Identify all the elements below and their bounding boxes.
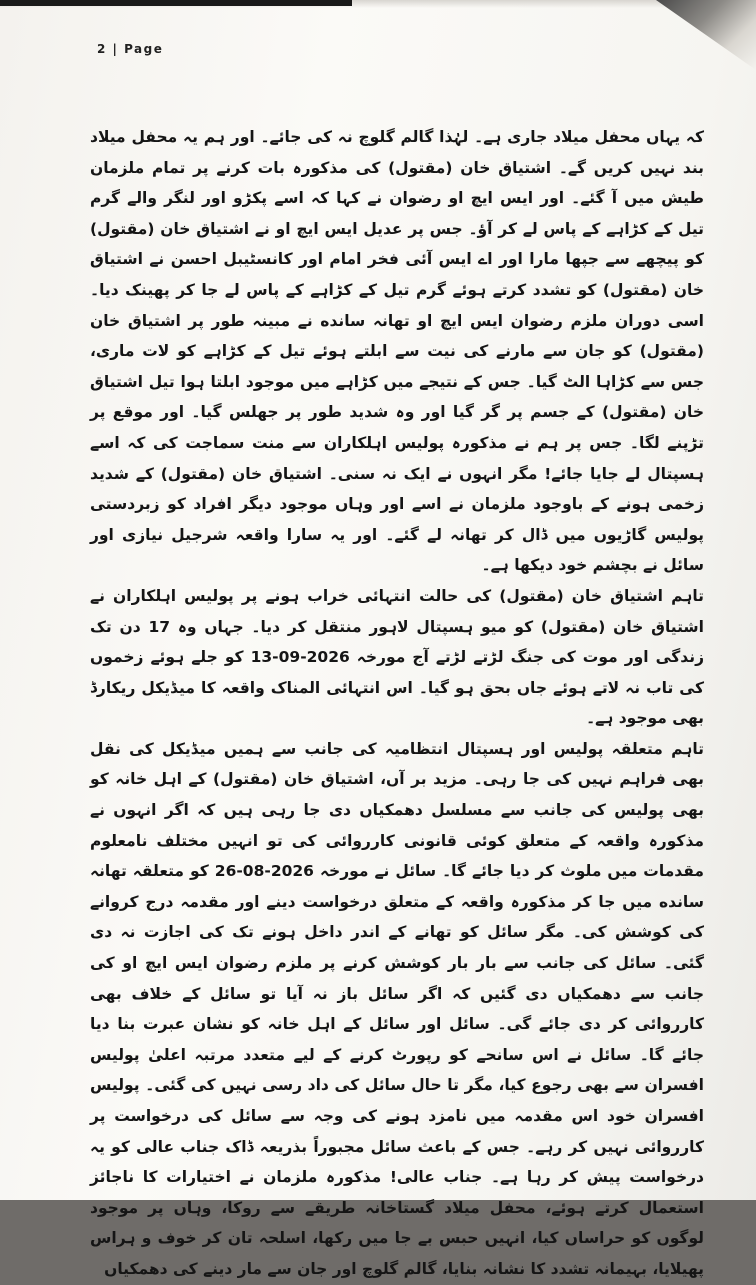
paragraph-3: تاہم متعلقہ پولیس اور ہسپتال انتظامیہ کی جانب سے ہمیں میڈیکل کی نقل بھی فراہم نہیں کی جا رہی۔ مزید بر آں، اشتیاق خان (مقتول) کے اہل خانہ کو بھی پولیس کی جانب سے مسلسل دھمکیاں دی جا رہی ہیں کہ اگر انہوں نے مذکورہ واقعہ کے متعلق کوئی قانونی کارروائی کی تو انہیں مختلف نامعلوم مقدمات میں ملوث کر دیا جائے گا۔ سائل نے مورخہ 2026-08-26 کو متعلقہ تھانہ سانده میں جا کر مذکورہ واقعہ کے متعلق درخواست دینے اور مقدمہ درج کروانے کی کوشش کی۔ مگر سائل کو تھانے کے اندر داخل ہونے تک کی اجازت نہ دی گئی۔ سائل کی جانب سے بار بار کوشش کرنے پر ملزم رضوان ایس ایچ او کی جانب سے دھمکیاں دی گئیں کہ اگر سائل باز نہ آیا تو سائل کے خلاف بھی کارروائی کر دی جائے گی۔ سائل اور سائل کے اہل خانہ کو نشان عبرت بنا دیا جائے گا۔ سائل نے اس سانحے کو رپورٹ کرنے کے لیے متعدد مرتبہ اعلیٰ پولیس افسران سے بھی رجوع کیا، مگر تا حال سائل کی داد رسی نہیں کی گئی۔ پولیس افسران خود اس مقدمہ میں نامزد ہونے کی وجہ سے سائل کی درخواست پر کارروائی نہیں کر رہے۔ جس کے باعث سائل مجبوراً بذریعہ ڈاک جناب عالی کو یہ درخواست پیش کر رہا ہے۔ جناب عالی! مذکورہ ملزمان نے اختیارات کا ناجائز استعمال کرتے ہوئے، محفل میلاد گستاخانہ طریقے سے روکا، وہاں پر موجود لوگوں کو حراساں کیا، انہیں حبس بے جا میں رکھا، اسلحہ تان کر خوف و ہراس پھیلایا، بہیمانہ تشدد کا نشانہ بنایا، گالم گلوچ اور جان سے مار دینے کی دھمکیاں — [90, 739, 705, 1278]
paragraph-1: کہ یہاں محفل میلاد جاری ہے۔ لہٰذا گالم گلوچ نہ کی جائے۔ اور ہم یہ محفل میلاد بند نہیں کریں گے۔ اشتیاق خان (مقتول) کی مذکورہ بات کرنے پر تمام ملزمان طیش میں آ گئے۔ اور ایس ایچ او رضوان نے کہا کہ اسے پکڑو اور لنگر والے گرم تیل کے کڑاہے کے پاس لے کر آؤ۔ جس پر عدیل ایس ایچ او نے اشتیاق خان (مقتول) کو پیچھے سے جپھا مارا اور اے ایس آئی فخر امام اور کانسٹیبل احسن نے اشتیاق خان (مقتول) کو تشدد کرتے ہوئے گرم تیل کے کڑاہے کے پاس لے جا کر پھینک دیا۔ اسی دوران ملزم رضوان ایس ایچ او تھانہ سانده نے مبینہ طور پر اشتیاق خان (مقتول) کو جان سے مارنے کی نیت سے ابلتے ہوئے تیل کے کڑاہے کو لات ماری، جس سے کڑاہا الٹ گیا۔ جس کے نتیجے میں کڑاہے میں موجود ابلتا ہوا تیل اشتیاق خان (مقتول) کے جسم پر گر گیا اور وہ شدید طور پر جھلس گیا۔ اور موقع پر تڑپنے لگا۔ جس پر ہم نے مذکورہ پولیس اہلکاران سے منت سماجت کی کہ اسے ہسپتال لے جایا جائے! مگر انہوں نے ایک نہ سنی۔ اشتیاق خان (مقتول) کے شدید زخمی ہونے کے باوجود ملزمان نے اسے اور وہاں موجود دیگر افراد کو زبردستی پولیس گاڑیوں میں ڈال کر تھانہ لے گئے۔ اور یہ سارا واقعہ شرجیل نیازی اور سائل نے بچشم خود دیکھا ہے۔ — [90, 128, 704, 575]
paragraph-2: تاہم اشتیاق خان (مقتول) کی حالت انتہائی خراب ہونے پر پولیس اہلکاران نے اشتیاق خان (مقتول) کو میو ہسپتال لاہور منتقل کر دیا۔ جہاں وہ 17 دن تک زندگی اور موت کی جنگ لڑتے لڑتے آج مورخہ 2026-09-13 کو جلے ہوئے زخموں کی تاب نہ لاتے ہوئے جاں بحق ہو گیا۔ اس انتہائی المناک واقعہ کا میڈیکل ریکارڈ بھی موجود ہے۔ — [90, 586, 704, 728]
page-number-label: 2 | Page — [97, 42, 164, 56]
scan-edge-mark — [0, 0, 352, 6]
page-corner-fold — [656, 0, 756, 70]
document-body — [90, 122, 704, 1285]
